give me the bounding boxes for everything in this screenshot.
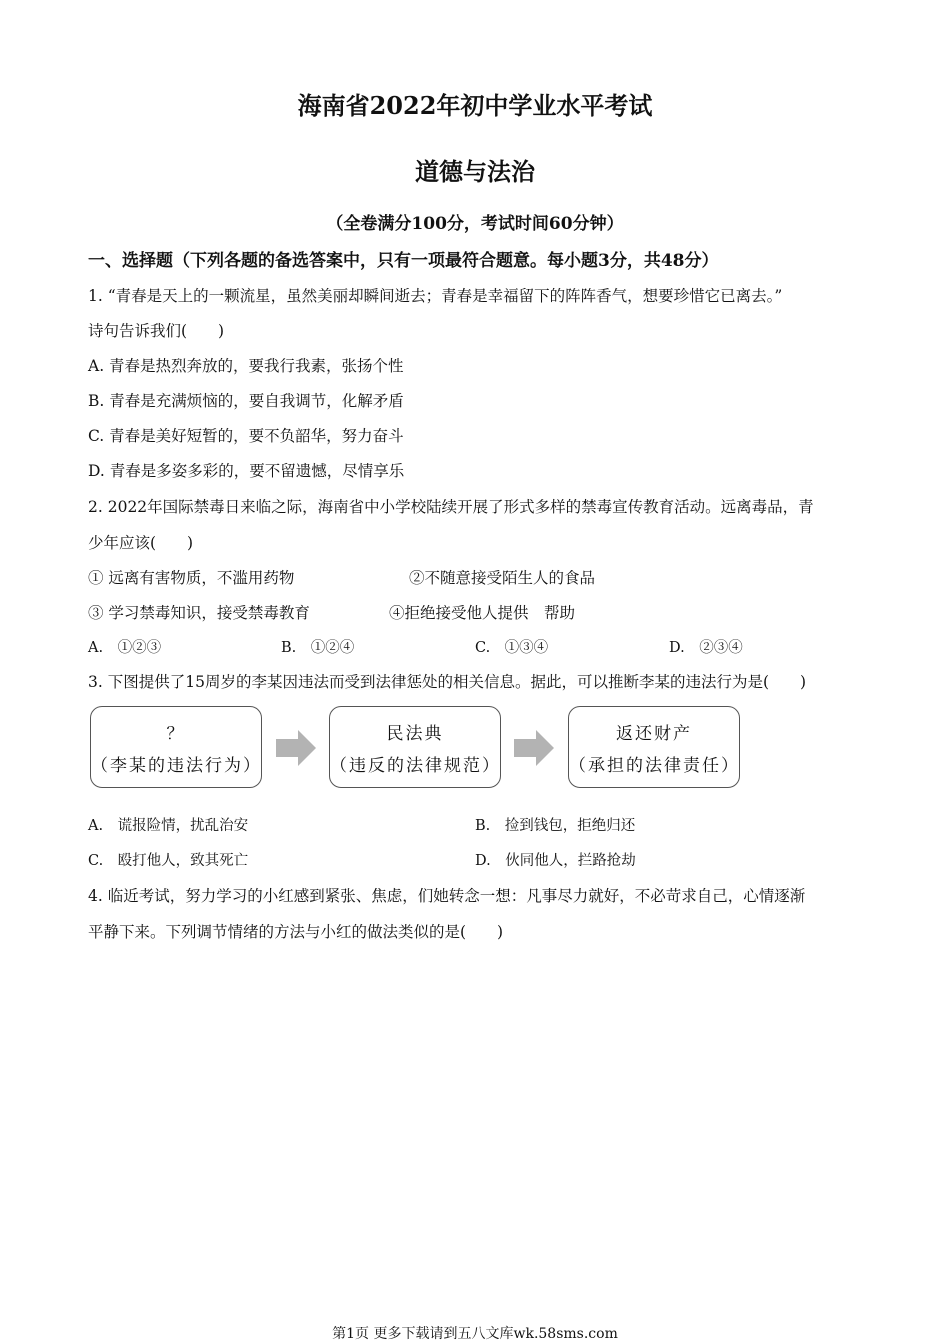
- q2-option-a: A. ①②③: [88, 640, 162, 656]
- q2-item-4: ④拒绝接受他人提供 帮助: [389, 604, 576, 622]
- flow-box-liability: [568, 706, 740, 788]
- subject-title: 道德与法治: [415, 157, 535, 186]
- q3-stem: 3. 下图提供了15周岁的李某因违法而受到法律惩处的相关信息。据此，可以推断李某的违法行为是( ): [88, 673, 807, 691]
- q3-option-c: C. 殴打他人，致其死亡: [88, 853, 249, 869]
- flow-box-violation-bottom: （李某的违法行为）: [91, 756, 262, 776]
- q1-stem-line2: 诗句告诉我们( ): [88, 322, 225, 340]
- exam-note: （全卷满分100分，考试时间60分钟）: [326, 214, 624, 234]
- q2-item-2: ②不随意接受陌生人的食品: [409, 569, 596, 587]
- q3-option-a: A. 谎报险情，扰乱治安: [88, 818, 249, 834]
- flow-box-law-bottom: （违反的法律规范）: [330, 756, 501, 776]
- section-heading: 一、选择题（下列各题的备选答案中，只有一项最符合题意。每小题3分，共48分）: [88, 251, 719, 271]
- q3-option-b: B. 捡到钱包，拒绝归还: [475, 818, 636, 834]
- q3-flow-diagram: [88, 706, 748, 794]
- q1-option-a: A. 青春是热烈奔放的，要我行我素，张扬个性: [88, 357, 404, 375]
- q1-stem-line1: 1. “青春是天上的一颗流星，虽然美丽却瞬间逝去；青春是幸福留下的阵阵香气，想要珍惜它已离去。”: [88, 287, 783, 305]
- q2-stem-line1: 2. 2022年国际禁毒日来临之际，海南省中小学校陆续开展了形式多样的禁毒宣传教育活动。远离毒品，青: [88, 498, 814, 516]
- exam-title: 海南省2022年初中学业水平考试: [297, 91, 653, 120]
- q1-option-c: C. 青春是美好短暂的，要不负韶华，努力奋斗: [88, 427, 404, 445]
- right-arrow-icon: [276, 728, 316, 768]
- q2-stem-line2: 少年应该( ): [88, 534, 194, 552]
- page-footer: 第1页 更多下载请到五八文库wk.58sms.com: [332, 1326, 618, 1342]
- q3-option-d: D. 伙同他人，拦路抢劫: [475, 853, 636, 869]
- q2-option-b: B. ①②④: [281, 640, 355, 656]
- flow-box-law: [329, 706, 501, 788]
- q2-option-d: D. ②③④: [669, 640, 743, 656]
- right-arrow-icon: [514, 728, 554, 768]
- flow-box-liability-bottom: （承担的法律责任）: [569, 756, 740, 776]
- flow-box-violation-top: ？: [166, 724, 186, 744]
- q4-stem-line2: 平静下来。下列调节情绪的方法与小红的做法类似的是( ): [88, 923, 504, 941]
- flow-box-violation: [90, 706, 262, 788]
- q1-option-d: D. 青春是多姿多彩的，要不留遗憾，尽情享乐: [88, 462, 405, 480]
- flow-box-liability-top: 返还财产: [616, 724, 692, 744]
- q2-option-c: C. ①③④: [475, 640, 549, 656]
- q2-item-1: ① 远离有害物质，不滥用药物: [88, 569, 295, 587]
- q2-item-3: ③ 学习禁毒知识，接受禁毒教育: [88, 604, 310, 622]
- flow-box-law-top: 民法典: [386, 724, 444, 744]
- q4-stem-line1: 4. 临近考试，努力学习的小红感到紧张、焦虑，们她转念一想：凡事尽力就好，不必苛求自己，心情逐渐: [88, 887, 806, 905]
- q1-option-b: B. 青春是充满烦恼的，要自我调节，化解矛盾: [88, 392, 404, 410]
